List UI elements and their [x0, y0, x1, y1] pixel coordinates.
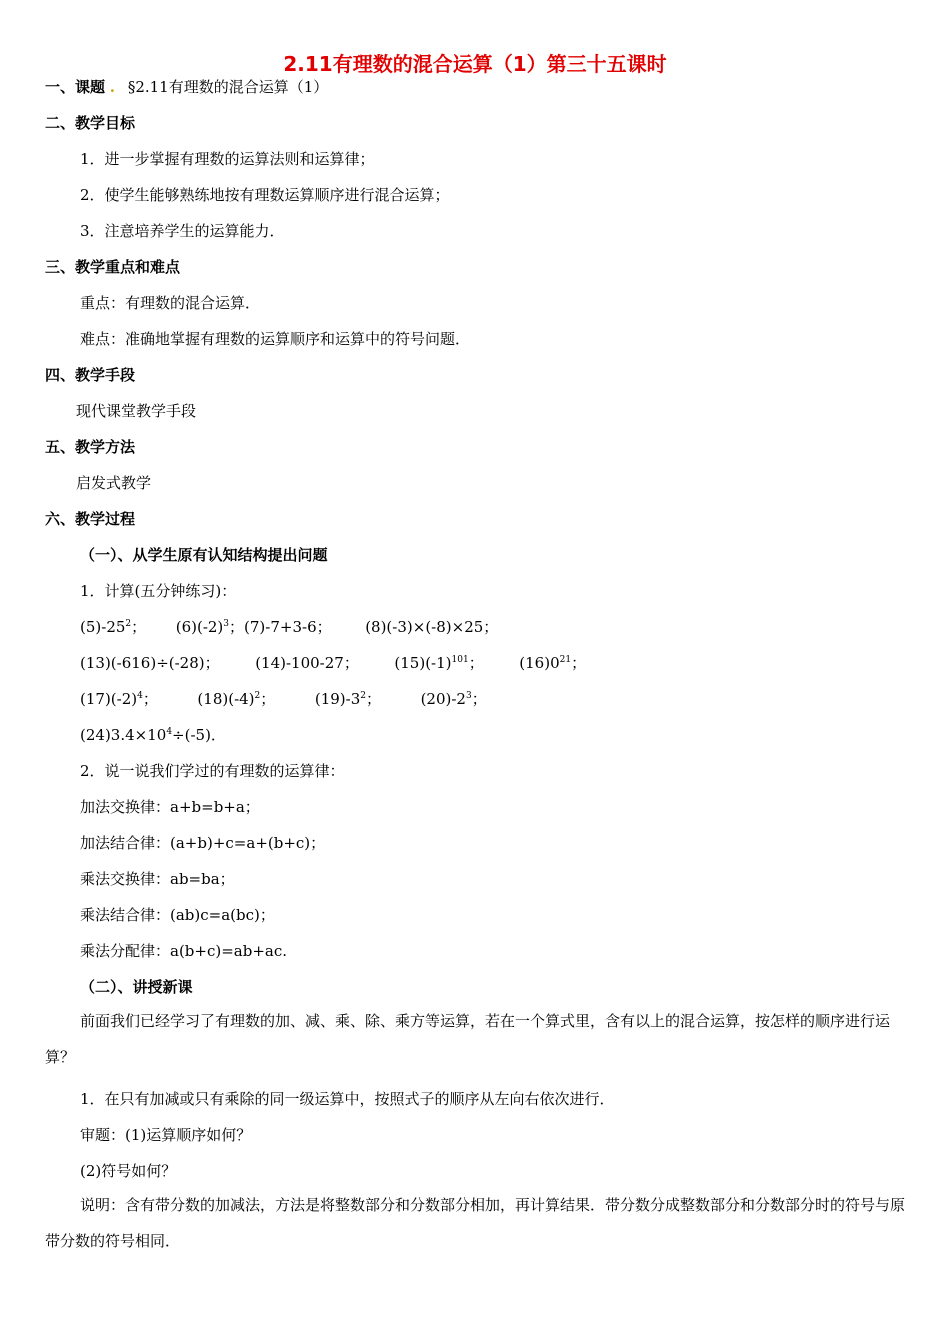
law-expr: a+b=b+a； [170, 798, 260, 816]
separator: ； [260, 690, 276, 708]
exercise-item: ；(7)-7+3-6； [229, 618, 332, 636]
goal-item: 1．进一步掌握有理数的运算法则和运算律； [80, 150, 375, 168]
separator: ； [365, 690, 381, 708]
exponent: 3 [465, 691, 472, 701]
law-name: 乘法结合律： [80, 906, 171, 924]
exercise-row [80, 617, 498, 637]
section-topic [45, 77, 328, 97]
exponent: 2 [125, 619, 132, 629]
separator: ； [468, 654, 484, 672]
separator: ； [142, 690, 158, 708]
law-expr: ab=ba； [170, 870, 235, 888]
law-name: 乘法交换律： [80, 870, 171, 888]
law-name: 乘法分配律： [80, 942, 171, 960]
exercise-item: (14)-100-27； [255, 654, 359, 672]
subsection-heading: （二）、讲授新课 [80, 978, 193, 996]
exercise-item: (16)0 [519, 654, 560, 672]
separator: ； [131, 618, 147, 636]
subsection-heading: （一）、从学生原有认知结构提出问题 [80, 546, 328, 564]
law-item [80, 797, 260, 817]
section-keypoints-heading: 三、教学重点和难点 [45, 258, 181, 276]
law-item [80, 869, 235, 889]
exponent: 101 [451, 655, 469, 665]
section-method-text: 启发式教学 [76, 474, 152, 492]
exercise-item: (19)-3 [314, 690, 361, 708]
exercise-row [80, 653, 586, 673]
rule-item: 1．在只有加减或只有乘除的同一级运算中，按照式子的顺序从左向右依次进行． [80, 1090, 615, 1108]
exercise-item: (5)-25 [80, 618, 126, 636]
exercise-item: (15)(-1) [394, 654, 452, 672]
law-item [80, 941, 287, 961]
separator: ； [471, 690, 487, 708]
review-item: 审题：(1)运算顺序如何？ [80, 1126, 252, 1144]
section-means-heading: 四、教学手段 [45, 366, 136, 384]
exercise-item: (17)(-2) [80, 690, 138, 708]
exercise-prompt: 1．计算(五分钟练习)： [80, 582, 237, 600]
exponent: 21 [559, 655, 572, 665]
law-expr: a(b+c)=ab+ac. [170, 942, 288, 960]
law-name: 加法结合律： [80, 834, 171, 852]
section-topic-text: §2.11有理数的混合运算（1） [127, 78, 329, 96]
exercise-item: (13)(-616)÷(-28)； [80, 654, 220, 672]
goal-item: 3．注意培养学生的运算能力． [80, 222, 285, 240]
section-method-heading: 五、教学方法 [45, 438, 136, 456]
section-goals-heading: 二、教学目标 [45, 114, 136, 132]
exercise-row [80, 725, 226, 745]
exercise-item: (24)3.4×10 [80, 726, 167, 744]
exponent: 4 [137, 691, 143, 701]
section-topic-label: 一、课题 [45, 78, 106, 96]
law-item [80, 905, 275, 925]
exponent: 4 [166, 727, 173, 737]
exponent: 3 [223, 619, 230, 629]
note-paragraph: 说明：含有带分数的加减法，方法是将整数部分和分数部分相加，再计算结果．带分数分成整数部分和分数部分时的符号与原带分数的符号相同． [45, 1196, 906, 1250]
exponent: 2 [254, 691, 261, 701]
law-expr: (a+b)+c=a+(b+c)； [170, 834, 326, 852]
keypoint-item: 重点：有理数的混合运算． [80, 294, 261, 312]
law-item [80, 833, 325, 853]
exercise-item: ÷(-5)． [172, 726, 226, 744]
intro-paragraph: 前面我们已经学习了有理数的加、减、乘、除、乘方等运算，若在一个算式里，含有以上的混合运算，按怎样的顺序进行运算？ [45, 1012, 891, 1066]
laws-prompt: 2．说一说我们学过的有理数的运算律： [80, 762, 345, 780]
exponent: 2 [360, 691, 366, 701]
review-item: (2)符号如何？ [80, 1162, 177, 1180]
law-name: 加法交换律： [80, 798, 171, 816]
exercise-item: (8)(-3)×(-8)×25； [365, 618, 499, 636]
separator: ； [571, 654, 587, 672]
law-expr: (ab)c=a(bc)； [170, 906, 275, 924]
difficulty-item: 难点：准确地掌握有理数的运算顺序和运算中的符号问题． [80, 330, 471, 348]
section-means-text: 现代课堂教学手段 [76, 402, 197, 420]
section-process-heading: 六、教学过程 [45, 510, 136, 528]
page-title: 2.11有理数的混合运算（1）第三十五课时 [283, 52, 667, 76]
exercise-item: (20)-2 [420, 690, 466, 708]
exercise-item: (6)(-2) [175, 618, 224, 636]
goal-item: 2．使学生能够熟练地按有理数运算顺序进行混合运算； [80, 186, 450, 204]
exercise-item: (18)(-4) [197, 690, 255, 708]
decorative-dot: . [109, 78, 116, 96]
exercise-row [80, 689, 487, 709]
